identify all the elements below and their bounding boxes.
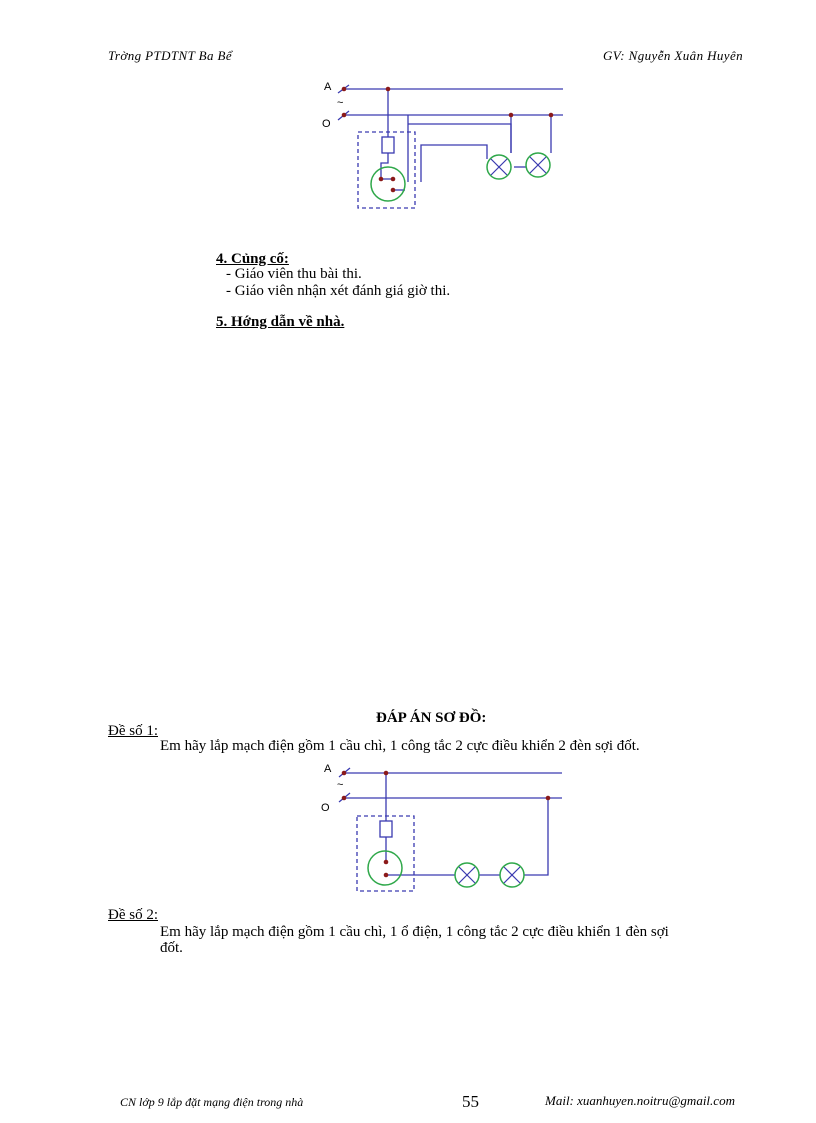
de-2-text-line-1: Em hãy lắp mạch điện gồm 1 cầu chì, 1 ổ điện, 1 công tắc 2 cực điều khiển 1 đèn sợi [160, 924, 669, 940]
answers-title: ĐÁP ÁN SƠ ĐỒ: [376, 710, 487, 726]
footer-mail: Mail: xuanhuyen.noitru@gmail.com [545, 1093, 735, 1108]
header-school: Trờng PTDTNT Ba Bể [108, 48, 233, 63]
switch-circle [371, 167, 405, 201]
wires [345, 773, 562, 875]
lamp-1 [487, 155, 511, 179]
junction-nodes [342, 771, 551, 878]
de-2-text-line-2: đốt. [160, 940, 183, 956]
lamp-1 [455, 863, 479, 887]
de-1-text: Em hãy lắp mạch điện gồm 1 cầu chì, 1 công tắc 2 cực điều khiển 2 đèn sợi đốt. [160, 738, 640, 754]
header-teacher: GV: Nguyễn Xuân Huyên [603, 48, 744, 63]
lamp-2 [500, 863, 524, 887]
circuit-diagram-2 [315, 760, 575, 900]
lamp-2 [526, 153, 550, 177]
section-4-line-2: - Giáo viên nhận xét đánh giá giờ thi. [226, 283, 451, 299]
section-4-line-1: - Giáo viên thu bài thi. [226, 266, 362, 282]
switch-circle [368, 851, 402, 885]
label-o: O [321, 802, 330, 814]
label-ac: ~ [337, 97, 344, 109]
label-o: O [322, 118, 331, 130]
circuit-diagram-1 [315, 75, 575, 215]
label-a: A [324, 763, 332, 775]
section-4-title: 4. Củng cố: [216, 251, 289, 267]
de-1-label: Đề số 1: [108, 723, 158, 739]
label-ac: ~ [337, 779, 344, 791]
section-5-title: 5. Hớng dẫn về nhà. [216, 314, 345, 330]
footer-course: CN lớp 9 lắp đặt mạng điện trong nhà [120, 1095, 304, 1109]
page-number: 55 [462, 1092, 479, 1111]
label-a: A [324, 81, 332, 93]
de-2-label: Đề số 2: [108, 907, 158, 923]
fuse [380, 821, 392, 837]
fuse [382, 137, 394, 153]
